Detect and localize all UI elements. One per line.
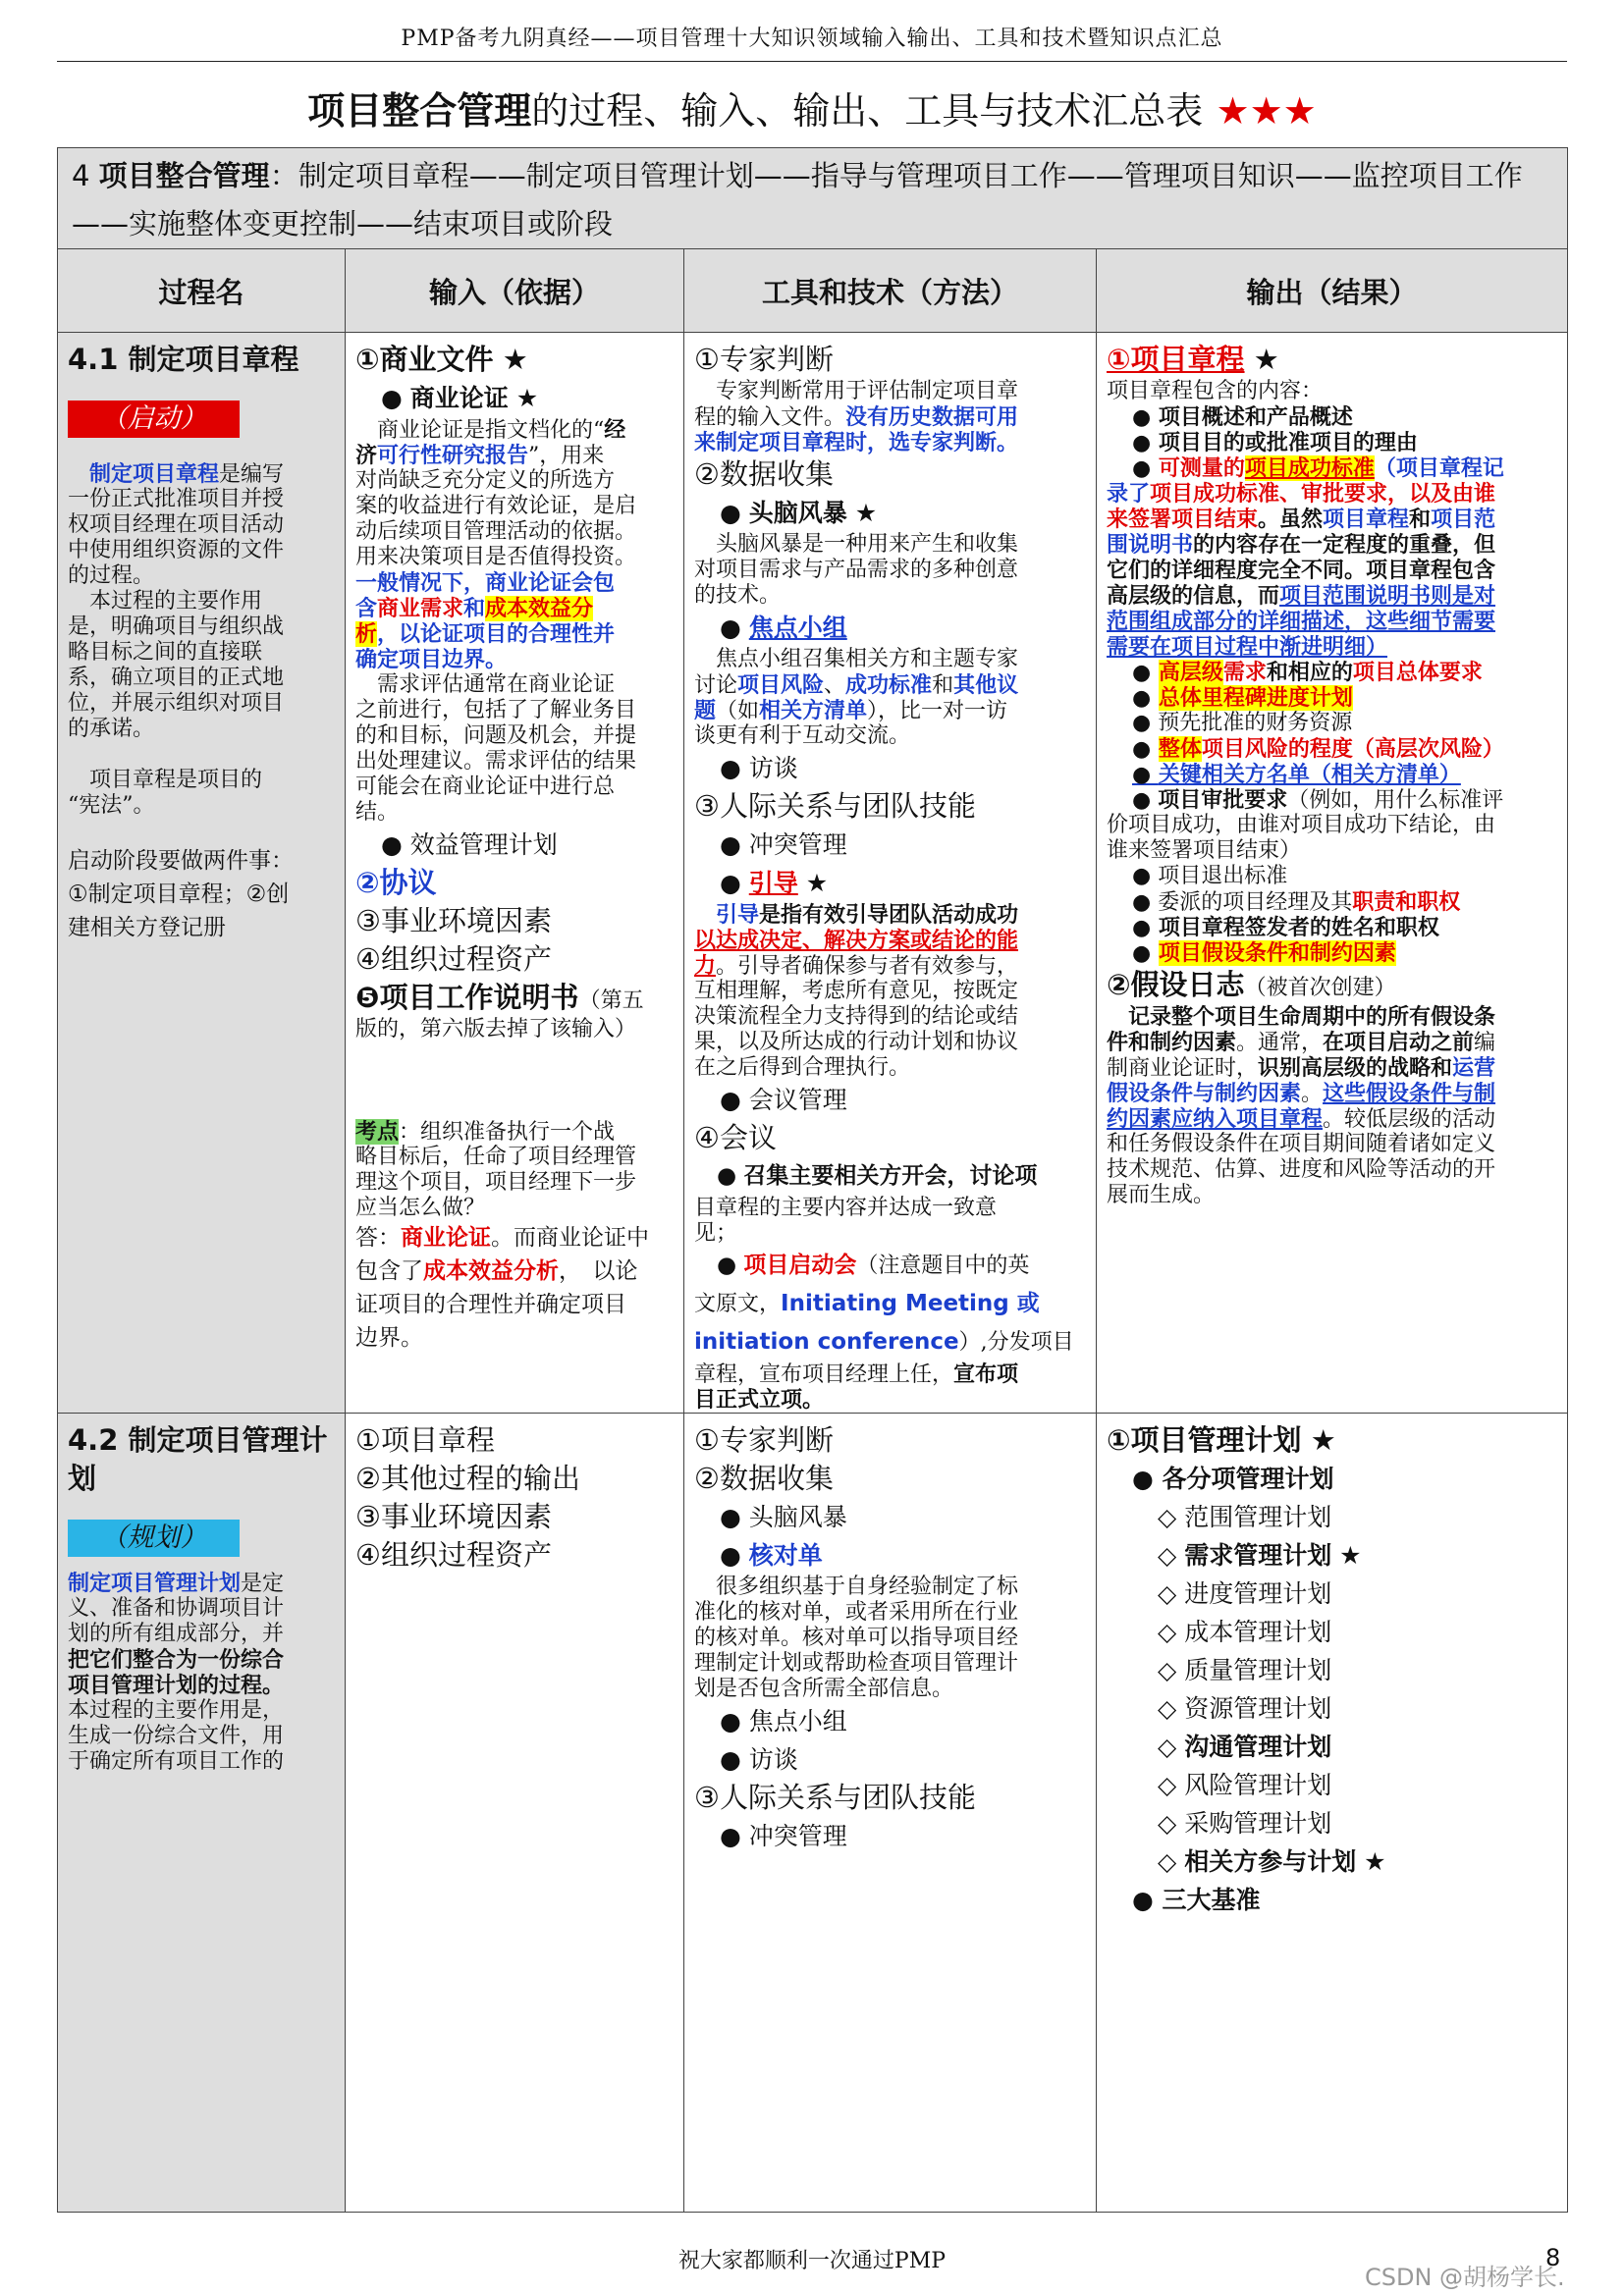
process-table xyxy=(57,147,1568,2213)
process-cell-4-1: 4.1 制定项目章程 （启动） 制定项目章程是编写 一份正式批准项目并授 权项目经理在项目活动 中使用组织资源的文件 的过程。 本过程的主要作用 是，明确项目与组织战 略目标之间的直接联 系，确立项目的正式地 位，并展示组织对项目 的承诺。 项目章程是项目的 “宪法”。 启动阶段要做两件事： ①制定项目章程；②创 建相关方登记册 xyxy=(58,333,346,1414)
header-divider xyxy=(57,61,1567,62)
stage-badge-initiating: （启动） xyxy=(68,400,240,438)
outputs-cell-4-1: ①项目章程 ★ 项目章程包含的内容： ● 项目概述和产品概述 ● 项目目的或批准项目的理由 ● 可测量的项目成功标准（项目章程记 录了项目成功标准、审批要求，以及由谁 来签署项目结束。虽然项目章程和项目范 围说明书的内容存在一定程度的重叠，但 它们的详细程度完全不同。项目章程包含 高层级的信息，而项目范围说明书则是对 范围组成部分的详细描述，这些细节需要 需要在项目过程中渐进明细） ● 高层级需求和相应的项目总体要求 ● 总体里程碑进度计划 ● 预先批准的财务资源 ● 整体项目风险的程度（高层次风险） ● 关键相关方名单（相关方清单） ● 项目审批要求（例如，用什么标准评 价项目成功，由谁对项目成功下结论，由 谁来签署项目结束） ● 项目退出标准 ● 委派的项目经理及其职责和职权 ● 项目章程签发者的姓名和职权 ● 项目假设条件和制约因素 ②假设日志（被首次创建） 记录整个项目生命周期中的所有假设条 件和制约因素。通常，在项目启动之前编 制商业论证时，识别高层级的战略和运营 假设条件与制约因素。这些假设条件与制 约因素应纳入项目章程。较低层级的活动 和任务假设条件在项目期间随着诸如定义 技术规范、估算、进度和风险等活动的开 展而生成。 xyxy=(1097,333,1568,1414)
page-footer: 祝大家都顺利一次通过PMP xyxy=(677,2249,947,2273)
col-outputs: 输出（结果） xyxy=(1097,249,1568,333)
col-inputs: 输入（依据） xyxy=(346,249,684,333)
row-4-2 xyxy=(58,1414,1568,2213)
watermark: CSDN @胡杨学长. xyxy=(1365,2264,1565,2291)
process-cell-4-2: 4.2 制定项目管理计 划 （规划） 制定项目管理计划是定 义、准备和协调项目计 划的所有组成部分，并 把它们整合为一份综合 项目管理计划的过程。 本过程的主要作用是， 生成一份综合文件，用 于确定所有项目工作的 xyxy=(58,1414,346,2213)
col-process-name: 过程名 xyxy=(58,249,346,333)
page-header: PMP备考九阴真经——项目管理十大知识领域输入输出、工具和技术暨知识点汇总 xyxy=(401,27,1223,51)
star-icons: ★★★ xyxy=(1216,89,1317,133)
tools-cell-4-1: ①专家判断 专家判断常用于评估制定项目章 程的输入文件。没有历史数据可用 来制定项目章程时，选专家判断。 ②数据收集 ● 头脑风暴 ★ 头脑风暴是一种用来产生和收集 对项目需求与产品需求的多种创意 的技术。 ● 焦点小组 焦点小组召集相关方和主题专家 讨论项目风险、成功标准和其他议 题（如相关方清单），比一对一访 谈更有利于互动交流。 ● 访谈 ③人际关系与团队技能 ● 冲突管理 ● 引导 ★ 引导是指有效引导团队活动成功 以达成决定、解决方案或结论的能 力。引导者确保参与者有效参与， 互相理解，考虑所有意见，按既定 决策流程全力支持得到的结论或结 果，以及所达成的行动计划和协议 在之后得到合理执行。 ● 会议管理 ④会议 ● 召集主要相关方开会，讨论项 目章程的主要内容并达成一致意 见； ● 项目启动会（注意题目中的英 文原文，Initiating Meeting 或 initiation conference）,分发项目 章程，宣布项目经理上任，宣布项 目正式立项。 xyxy=(684,333,1097,1414)
tools-cell-4-2: ①专家判断 ②数据收集 ● 头脑风暴 ● 核对单 很多组织基于自身经验制定了标 准化的核对单，或者采用所在行业 的核对单。核对单可以指导项目经 理制定计划或帮助检查项目管理计 划是否包含所需全部信息。 ● 焦点小组 ● 访谈 ③人际关系与团队技能 ● 冲突管理 xyxy=(684,1414,1097,2213)
process-description: 制定项目章程是编写 一份正式批准项目并授 权项目经理在项目活动 中使用组织资源的文件 的过程。 本过程的主要作用 是，明确项目与组织战 略目标之间的直接联 系，确立项目的正式地 位，并展示组织对项目 的承诺。 项目章程是项目的 “宪法”。 xyxy=(68,461,285,818)
col-tools: 工具和技术（方法） xyxy=(684,249,1097,333)
outputs-cell-4-2: ①项目管理计划 ★ ● 各分项管理计划 ◇ 范围管理计划 ◇ 需求管理计划 ★ ◇ 进度管理计划 ◇ 成本管理计划 ◇ 质量管理计划 ◇ 资源管理计划 ◇ 沟通管理计划 ◇ 风险管理计划 ◇ 采购管理计划 ◇ 相关方参与计划 ★ ● 三大基准 xyxy=(1097,1414,1568,2213)
knowledge-area-banner: 4 项目整合管理：制定项目章程——制定项目管理计划——指导与管理项目工作——管理项目知识——监控项目工作 ——实施整体变更控制——结束项目或阶段 xyxy=(58,148,1568,249)
column-header-row xyxy=(58,249,1568,333)
page-number: 8 xyxy=(1545,2244,1561,2271)
row-4-1 xyxy=(58,333,1568,1414)
inputs-cell-4-2: ①项目章程 ②其他过程的输出 ③事业环境因素 ④组织过程资产 xyxy=(346,1414,684,2213)
inputs-cell-4-1: ①商业文件 ★ ● 商业论证 ★ 商业论证是指文档化的“经 济可行性研究报告”，用来 对尚缺乏充分定义的所选方 案的收益进行有效论证，是启 动后续项目管理活动的依据。 用来决策项目是否值得投资。 一般情况下，商业论证会包 含商业需求和成本效益分 析，以论证项目的合理性并 确定项目边界。 需求评估通常在商业论证 之前进行，包括了了解业务目 的和目标，问题及机会，并提 出处理建议。需求评估的结果 可能会在商业论证中进行总 结。 ● 效益管理计划 ②协议 ③事业环境因素 ④组织过程资产 ❺项目工作说明书（第五 版的，第六版去掉了该输入） 考点：组织准备执行一个战 略目标后，任命了项目经理管 理这个项目，项目经理下一步 应当怎么做？ 答：商业论证。而商业论证中 包含了成本效益分析， 以论 证项目的合理性并确定项目 边界。 xyxy=(346,333,684,1414)
page-title: 项目整合管理的过程、输入、输出、工具与技术汇总表 ★★★ xyxy=(307,89,1317,133)
stage-badge-planning: （规划） xyxy=(68,1520,240,1557)
